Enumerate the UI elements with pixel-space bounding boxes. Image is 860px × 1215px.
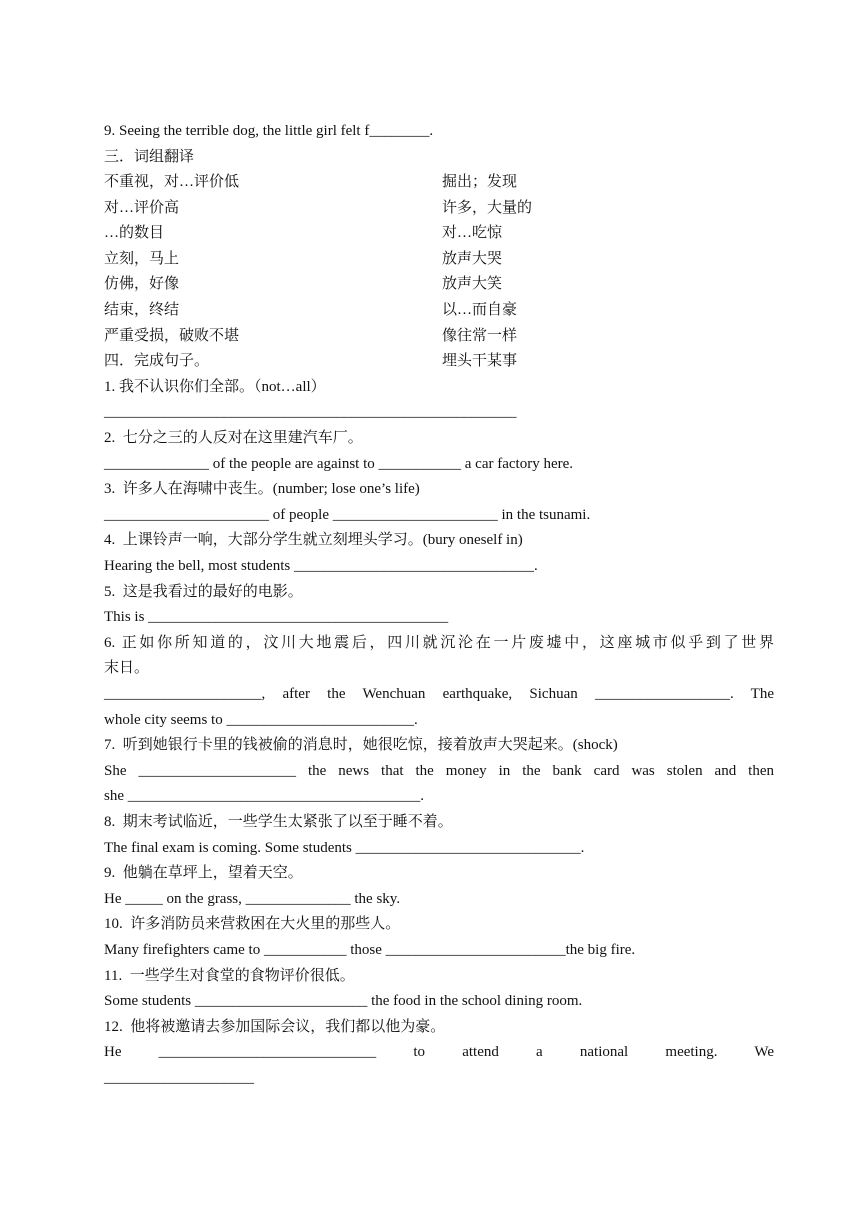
sentence-1-prompt: 1. 我不认识你们全部。（not…all） xyxy=(104,379,326,395)
sentence-10-answer-line: Many firefighters came to ___________ those ________________________the big fire. xyxy=(104,942,636,958)
sentence-6-prompt: 6. 正如你所知道的，汶川大地震后，四川就沉沦在一片废墟中，这座城市似乎到了世界 xyxy=(104,635,774,651)
phrase-right-8: 埋头干某事 xyxy=(442,353,518,369)
sentence-12-prompt: 12. 他将被邀请去参加国际会议，我们都以他为豪。 xyxy=(104,1019,446,1035)
phrase-left-4: 立刻，马上 xyxy=(104,251,180,267)
phrase-right-3: 对…吃惊 xyxy=(442,225,503,241)
phrase-left-6: 结束，终结 xyxy=(104,302,180,318)
sentence-12-answer-line: He _____________________________ to attend a national meeting. We xyxy=(104,1044,774,1060)
sentence-7-answer-line: She _____________________ the news that the money in the bank card was stolen and then xyxy=(104,763,774,779)
section-4-heading: 四．完成句子。 xyxy=(104,353,210,369)
sentence-3-prompt: 3. 许多人在海啸中丧生。(number; lose one’s life) xyxy=(104,481,420,497)
sentence-5-prompt: 5. 这是我看过的最好的电影。 xyxy=(104,584,303,600)
phrase-right-5: 放声大笑 xyxy=(442,276,503,292)
phrase-left-2: 对…评价高 xyxy=(104,200,180,216)
sentence-3-answer-line: ______________________ of people ______________________ in the tsunami. xyxy=(104,507,591,523)
sentence-4-prompt: 4. 上课铃声一响，大部分学生就立刻埋头学习。(bury oneself in) xyxy=(104,532,523,548)
sentence-7-answer-line-cont: she _______________________________________. xyxy=(104,788,424,804)
sentence-2-answer-line: ______________ of the people are against to ___________ a car factory here. xyxy=(104,456,574,472)
question-9-fill: 9. Seeing the terrible dog, the little girl felt f________. xyxy=(104,123,434,139)
phrase-left-1: 不重视，对…评价低 xyxy=(104,174,240,190)
sentence-7-prompt: 7. 听到她银行卡里的钱被偷的消息时，她很吃惊，接着放声大哭起来。(shock) xyxy=(104,737,618,753)
phrase-left-3: …的数目 xyxy=(104,225,165,241)
sentence-8-answer-line: The final exam is coming. Some students ______________________________. xyxy=(104,840,585,856)
sentence-8-prompt: 8. 期末考试临近，一些学生太紧张了以至于睡不着。 xyxy=(104,814,453,830)
phrase-left-7: 严重受损，破败不堪 xyxy=(104,328,240,344)
sentence-6-answer-line-cont: whole city seems to _________________________. xyxy=(104,712,418,728)
phrase-right-6: 以…而自豪 xyxy=(442,302,518,318)
phrase-right-7: 像往常一样 xyxy=(442,328,518,344)
sentence-2-prompt: 2. 七分之三的人反对在这里建汽车厂。 xyxy=(104,430,363,446)
phrase-right-1: 掘出；发现 xyxy=(442,174,518,190)
sentence-6-answer-line: _____________________, after the Wenchuan earthquake, Sichuan __________________. The xyxy=(104,686,774,702)
sentence-11-answer-line: Some students _______________________ the food in the school dining room. xyxy=(104,993,583,1009)
phrase-left-5: 仿佛，好像 xyxy=(104,276,180,292)
phrase-right-2: 许多，大量的 xyxy=(442,200,533,216)
sentence-1-answer-line: _______________________________________________________ xyxy=(104,404,517,420)
section-3-heading: 三．词组翻译 xyxy=(104,149,195,165)
sentence-11-prompt: 11. 一些学生对食堂的食物评价很低。 xyxy=(104,968,355,984)
sentence-9-answer-line: He _____ on the grass, ______________ the sky. xyxy=(104,891,401,907)
sentence-6-prompt-cont: 末日。 xyxy=(104,660,150,676)
sentence-12-answer-line-cont: ____________________ xyxy=(104,1070,254,1086)
sentence-5-answer-line: This is ________________________________________ xyxy=(104,609,449,625)
sentence-10-prompt: 10. 许多消防员来营救困在大火里的那些人。 xyxy=(104,916,401,932)
sentence-9-prompt: 9. 他躺在草坪上，望着天空。 xyxy=(104,865,303,881)
sentence-4-answer-line: Hearing the bell, most students ________________________________. xyxy=(104,558,538,574)
phrase-right-4: 放声大哭 xyxy=(442,251,503,267)
